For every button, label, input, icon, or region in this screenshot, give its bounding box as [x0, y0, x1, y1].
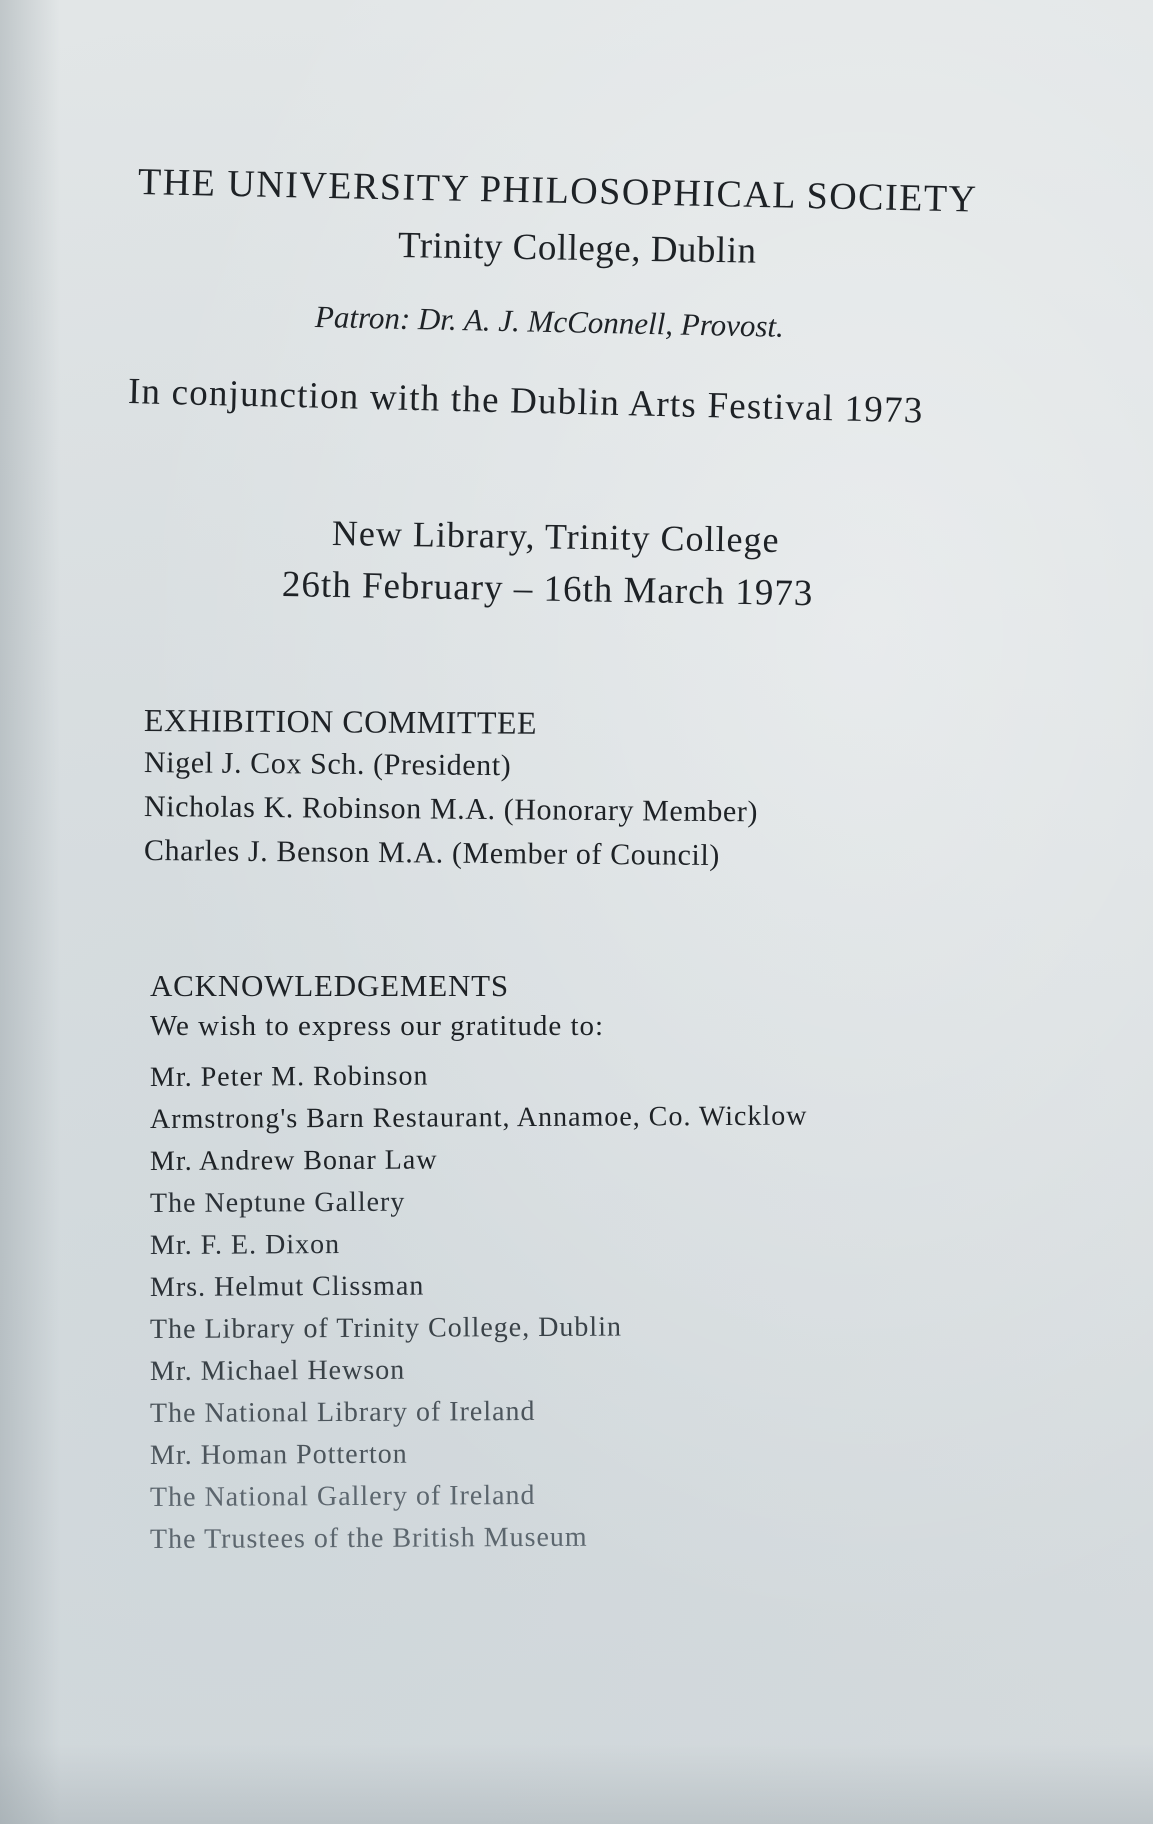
acknowledgement-item: Mr. F. E. Dixon — [149, 1229, 341, 1261]
acknowledgement-item: The National Library of Ireland — [149, 1395, 536, 1429]
acknowledgement-item: Mr. Michael Hewson — [149, 1354, 406, 1387]
acknowledgement-item: The National Gallery of Ireland — [149, 1479, 536, 1513]
committee-member: Nicholas K. Robinson M.A. (Honorary Member) — [143, 790, 759, 829]
venue-dates: 26th February – 16th March 1973 — [281, 564, 814, 615]
acknowledgement-item: Mr. Homan Potterton — [149, 1438, 408, 1471]
college-name: Trinity College, Dublin — [397, 225, 757, 272]
acknowledgement-item: The Neptune Gallery — [149, 1186, 406, 1219]
acknowledgements — [150, 968, 807, 1561]
acknowledgement-item: Mr. Andrew Bonar Law — [149, 1144, 438, 1177]
festival-line: In conjunction with the Dublin Arts Festival 1973 — [127, 371, 924, 432]
acknowledgement-item: Mr. Peter M. Robinson — [149, 1060, 429, 1093]
acknowledgements-intro: We wish to express our gratitude to: — [150, 1010, 605, 1042]
page-bottom-shadow — [0, 1744, 1153, 1824]
committee-heading: EXHIBITION COMMITTEE — [143, 702, 538, 741]
acknowledgement-item: Armstrong's Barn Restaurant, Annamoe, Co. Wicklow — [149, 1100, 808, 1135]
page-edge-shadow — [0, 0, 60, 1824]
acknowledgement-item: The Trustees of the British Museum — [149, 1521, 588, 1555]
acknowledgement-item: The Library of Trinity College, Dublin — [149, 1311, 623, 1345]
acknowledgements-heading: ACKNOWLEDGEMENTS — [150, 968, 509, 1003]
committee-member: Charles J. Benson M.A. (Member of Council) — [143, 834, 721, 873]
acknowledgement-item: Mrs. Helmut Clissman — [149, 1270, 425, 1303]
exhibition-committee — [144, 702, 758, 873]
venue-place: New Library, Trinity College — [331, 513, 780, 561]
society-title: THE UNIVERSITY PHILOSOPHICAL SOCIETY — [137, 161, 978, 221]
patron-line: Patron: Dr. A. J. McConnell, Provost. — [314, 299, 785, 344]
committee-member: Nigel J. Cox Sch. (President) — [143, 746, 512, 783]
